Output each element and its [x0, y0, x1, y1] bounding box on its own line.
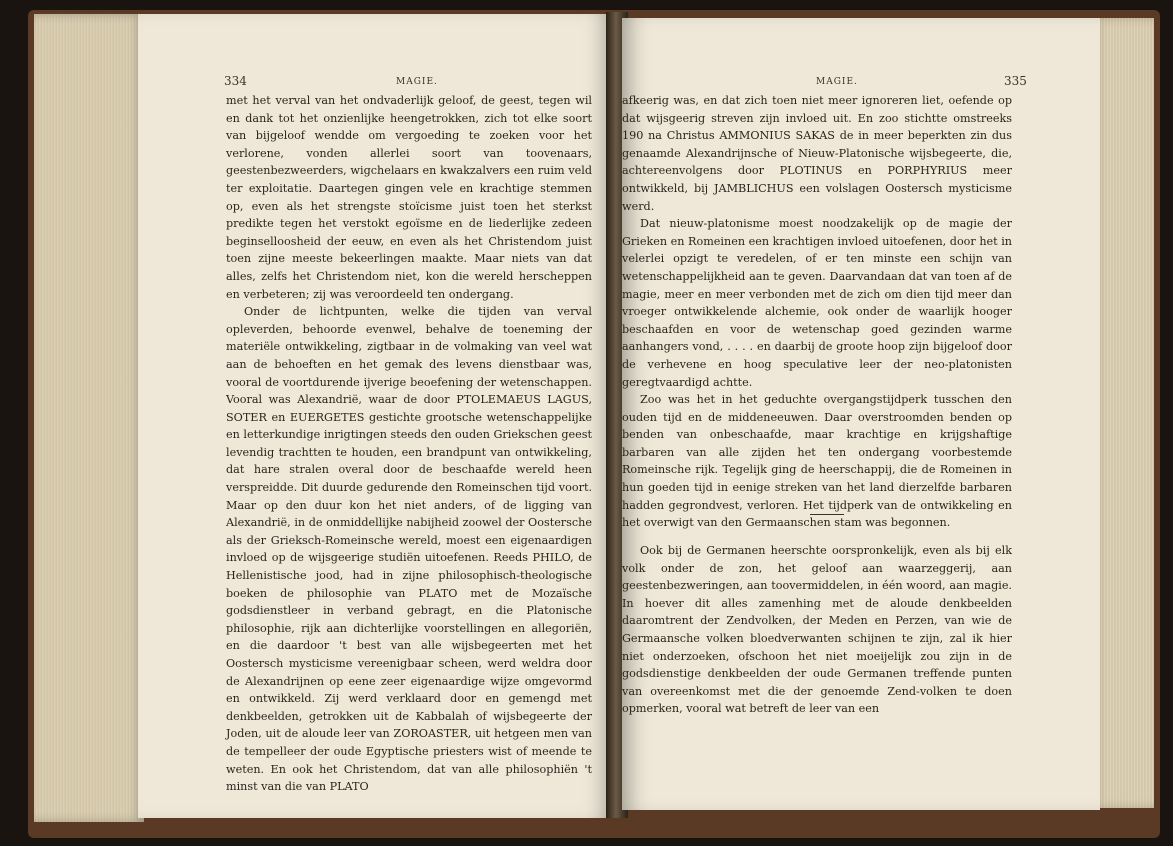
- page-edges-left: [34, 14, 144, 822]
- paragraph: Onder de lichtpunten, welke die tijden van verval opleverden, behoorde evenwel, behalve de toeneming der materiële ontwikkeling, zigtbaar in de volmaking van veel wat aan de behoeften en het gemak des levens dienstbaar was, vooral de voortdurende ijverige beoefening der wetenschappen. Vooral was Alexandrië, waar de door PTOLEMAEUS LAGUS, SOTER en EUERGETES gestichte grootsche wetenschappelijke en letterkundige inrigtingen steeds den ouden Griekschen geest levendig trachtten te houden, een brandpunt van ontwikkeling, dat hare stralen overal door de beschaafde wereld heen verspreidde. Dit duurde gedurende den Romeinschen tijd voort. Maar op den duur kon het niet anders, of de ligging van Alexandrië, in de onmiddellijke nabijheid zoowel der Oostersche als der Grieksch-Romeinsche wereld, moest een eigenaardigen invloed op de wijsgeerige studiën uitoefenen. Reeds PHILO, de Hellenistische jood, had in zijne philosophisch-theologische boeken de philosophie van PLATO met de Mozaïsche godsdienstleer in verband gebragt, en die Platonische philosophie, rijk aan dichterlijke voorstellingen en allegoriën, en die daardoor 't best van alle wijsbegeerten met het Oostersch mysticisme vereenigbaar scheen, werd weldra door de Alexandrijnen op eene zeer eigenaardige wijze omgevormd en ontwikkeld. Zij werd verklaard door en gemengd met denkbeelden, getrokken uit de Kabbalah of wijsbegeerte der Joden, uit de aloude leer van ZOROASTER, uit hetgeen men van de tempelleer der oude Egyptische priesters wist of meende te weten. En ook het Christendom, dat van alle philosophiën 't minst van die van PLATO: [226, 305, 592, 794]
- right-page-body-continued: [622, 542, 1012, 718]
- right-page: [622, 18, 1100, 810]
- paragraph: Dat nieuw-platonisme moest noodzakelijk op de magie der Grieken en Romeinen een krachtigen invloed uitoefenen, door het in velerlei opzigt te veredelen, of er ten minste een schijn van wetenschappelijkheid aan te geven. Daarvandaan dat van toen af de magie, meer en meer verbonden met de zich om dien tijd meer dan vroeger ontwikkelende alchemie, ook onder de waarlijk hooger beschaafden en voor de wetenschap goed gezinden warme aanhangers vond, . . . . en daarbij de groote hoop zijn bijgeloof door de verhevene en hoog speculative leer der neo-platonisten geregtvaardigd achtte.: [622, 217, 1012, 389]
- paragraph: Zoo was het in het geduchte overgangstijdperk tusschen den ouden tijd en de middeneeuwen. Daar overstroomden benden op benden van onbeschaafde, maar krachtige en krijgshaftige barbaren van alle zijden het ten ondergang voorbestemde Romeinsche rijk. Tegelijk ging de heerschappij, die de Romeinen in hun goeden tijd in eenige streken van het land dierzelfde barbaren hadden gegrondvest, verloren. Het tijdperk van de ontwikkeling en het overwigt van den Germaanschen stam was begonnen.: [622, 393, 1012, 530]
- page-number: 334: [224, 74, 247, 88]
- page-edges-right: [1092, 18, 1154, 808]
- paragraph: Ook bij de Germanen heerschte oorspronkelijk, even als bij elk volk onder de zon, het geloof aan waarzeggerij, aan geestenbezweringen, aan toovermiddelen, in één woord, aan magie. In hoever dit alles zamenhing met de aloude denkbeelden daaromtrent der Zendvolken, der Meden en Perzen, van wie de Germaansche volken bloedverwanten schijnen te zijn, zal ik hier niet onderzoeken, ofschoon het niet moeijelijk zou zijn in de godsdienstige denkbeelden der oude Germanen treffende punten van overeenkomst met die der genoemde Zend-volken te doen opmerken, vooral wat betreft de leer van een: [622, 544, 1012, 716]
- left-page-body: [226, 92, 592, 796]
- paragraph: afkeerig was, en dat zich toen niet meer ignoreren liet, oefende op dat wijsgeerig streven zijn invloed uit. En zoo stichtte omstreeks 190 na Christus AMMONIUS SAKAS de in meer beperkten zin dus genaamde Alexandrijnsche of Nieuw-Platonische wijsbegeerte, die, achtereenvolgens door PLOTINUS en PORPHYRIUS meer ontwikkeld, bij JAMBLICHUS een volslagen Oostersch mysticisme werd.: [622, 94, 1012, 213]
- paragraph: met het verval van het ondvaderlijk geloof, de geest, tegen wil en dank tot het onzienlijke heengetrokken, zich tot elke soort van bijgeloof wendde om vergoeding te zoeken voor het verlorene, vonden allerlei soort van toovenaars, geestenbezweerders, wigchelaars en kwakzalvers een ruim veld ter exploitatie. Daartegen gingen vele en krachtige stemmen op, even als het strengste stoïcisme juist toen het sterkst predikte tegen het verstokt egoïsme en de liederlijke zedeen beginselloosheid der eeuw, en even als het Christendom juist toen zijne meeste bekeerlingen maakte. Maar niets van dat alles, zelfs het Christendom niet, kon die wereld herscheppen en verbeteren; zij was veroordeeld ten ondergang.: [226, 94, 592, 301]
- right-page-body: [622, 92, 1012, 532]
- page-number: 335: [1004, 74, 1027, 88]
- running-head: MAGIE.: [816, 77, 858, 87]
- section-divider: [810, 514, 844, 515]
- left-page: [138, 14, 612, 818]
- running-head: MAGIE.: [396, 77, 438, 87]
